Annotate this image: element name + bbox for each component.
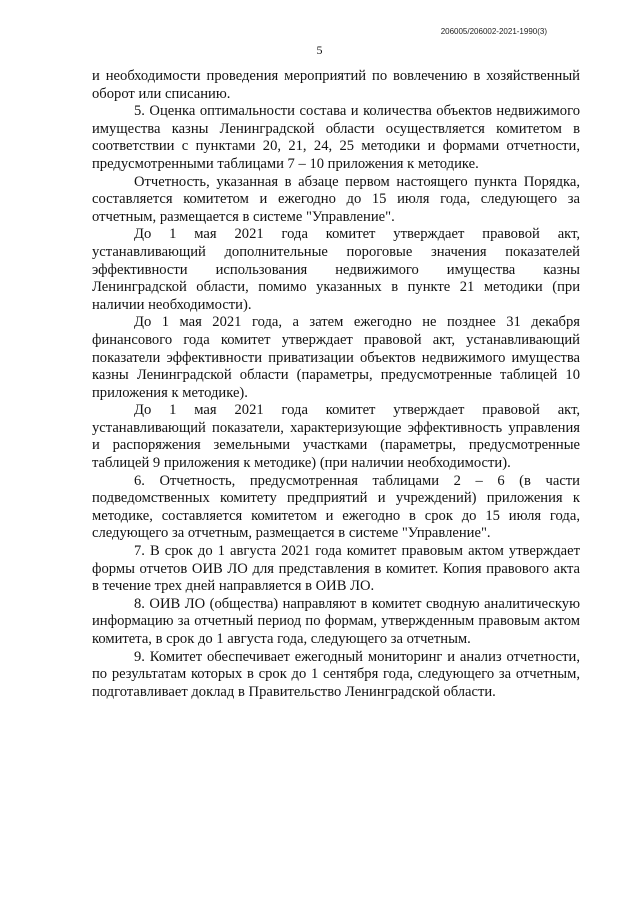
document-id: 206005/206002-2021-1990(3) [440, 27, 547, 36]
paragraph-threshold-act: До 1 мая 2021 года комитет утверждает правовой акт, устанавливающий дополнительные пороговые значения показателей эффективности использования недвижимого имущества казны Ленинградской области, помимо указанных в пункте 21 методики (при наличии необходимости). [92, 226, 580, 313]
paragraph-item-8: 8. ОИВ ЛО (общества) направляют в комитет сводную аналитическую информацию за отчетный период по формам, утвержденным правовым актом комитета, в срок до 1 августа года, следующего за отчетным. [92, 595, 580, 647]
page-number: 5 [316, 43, 323, 57]
paragraph-item-5: 5. Оценка оптимальности состава и количества объектов недвижимого имущества казны Ленинградской области осуществляется комитетом в соответствии с пунктами 20, 21, 24, 25 методики и формами отчетности, предусмотренными таблицами 7 – 10 приложения к методике. [92, 103, 580, 172]
paragraph-item-9: 9. Комитет обеспечивает ежегодный мониторинг и анализ отчетности, по результатам которых в срок до 1 сентября года, следующего за отчетным, подготавливает доклад в Правительство Ленинградской области. [92, 648, 580, 700]
paragraph-continuation: и необходимости проведения мероприятий по вовлечению в хозяйственный оборот или списанию. [92, 68, 580, 102]
paragraph-land-act: До 1 мая 2021 года комитет утверждает правовой акт, устанавливающий показатели, характеризующие эффективность управления и распоряжения земельными участками (параметры, предусмотренные таблицей 9 приложения к методике) (при наличии необходимости). [92, 402, 580, 472]
paragraph-privatization-act: До 1 мая 2021 года, а затем ежегодно не позднее 31 декабря финансового года комитет утверждает правовой акт, устанавливающий показатели эффективности приватизации объектов недвижимого имущества казны Ленинградской области (параметры, предусмотренные таблицей 10 приложения к методике). [92, 314, 580, 401]
paragraph-reporting-5: Отчетность, указанная в абзаце первом настоящего пункта Порядка, составляется комитетом и ежегодно до 15 июля года, следующего за отчетным, размещается в системе "Управление". [92, 173, 580, 225]
paragraph-item-7: 7. В срок до 1 августа 2021 года комитет правовым актом утверждает формы отчетов ОИВ ЛО для представления в комитет. Копия правового акта в течение трех дней направляется в ОИВ ЛО. [92, 543, 580, 595]
paragraph-item-6: 6. Отчетность, предусмотренная таблицами 2 – 6 (в части подведомственных комитету предприятий и учреждений) приложения к методике, составляется комитетом и ежегодно в срок до 15 июля года, следующего за отчетным, размещается в системе "Управление". [92, 472, 580, 542]
document-body [92, 68, 580, 701]
